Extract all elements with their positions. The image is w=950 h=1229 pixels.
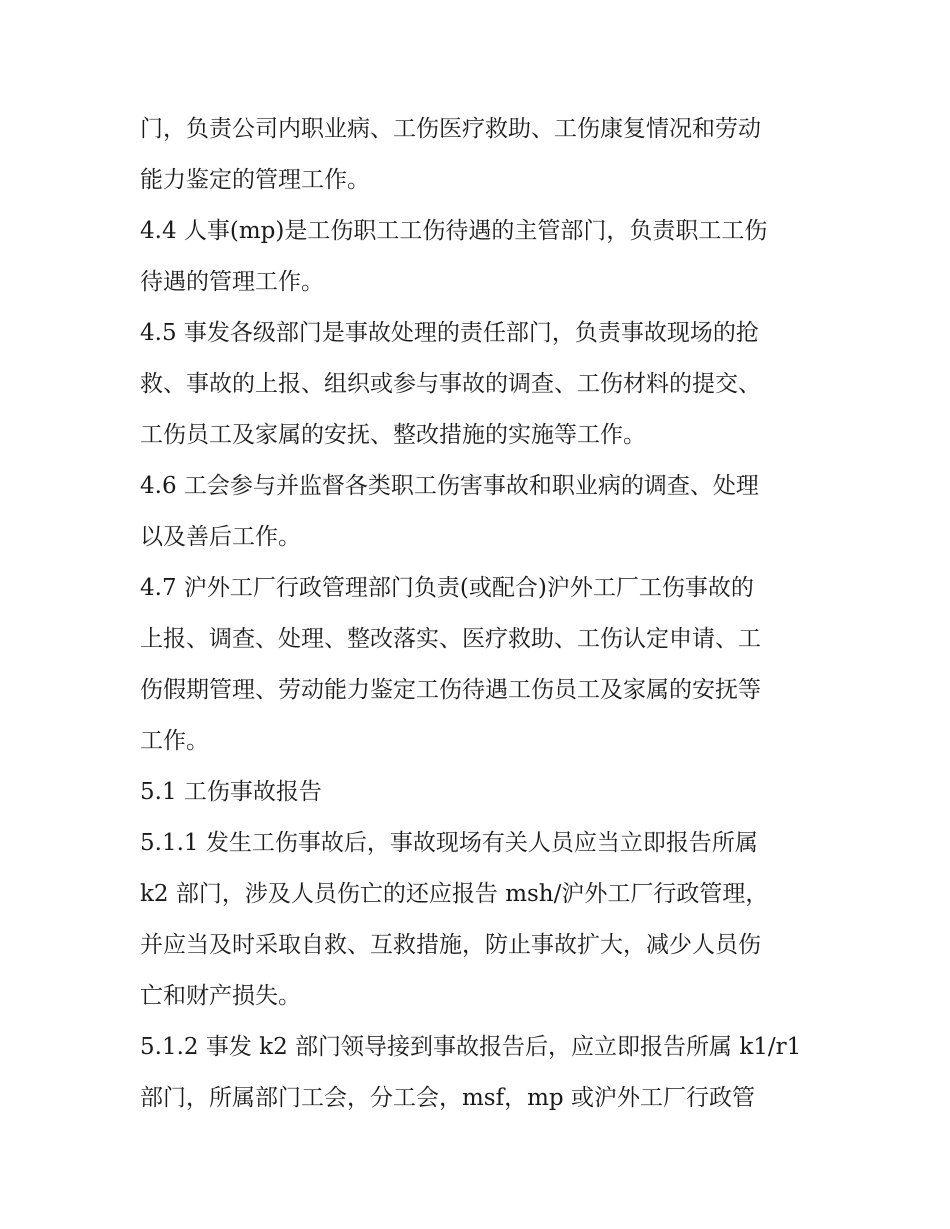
text-line: 4.6 工会参与并监督各类职工伤害事故和职业病的调查、处理 bbox=[140, 473, 759, 499]
text-line: 4.7 沪外工厂行政管理部门负责(或配合)沪外工厂工伤事故的 bbox=[140, 575, 754, 601]
text-line: 能力鉴定的管理工作。 bbox=[140, 167, 370, 193]
text-line: 工作。 bbox=[140, 728, 209, 754]
text-line: 上报、调查、处理、整改落实、医疗救助、工伤认定申请、工 bbox=[140, 626, 761, 652]
text-line: 5.1.2 事发 k2 部门领导接到事故报告后，应立即报告所属 k1/r1 bbox=[140, 1034, 802, 1060]
text-line: 待遇的管理工作。 bbox=[140, 269, 324, 295]
text-line: 4.4 人事(mp)是工伤职工工伤待遇的主管部门，负责职工工伤 bbox=[140, 218, 768, 244]
text-line: 部门，所属部门工会，分工会，msf，mp 或沪外工厂行政管 bbox=[140, 1085, 755, 1111]
text-line: 亡和财产损失。 bbox=[140, 983, 301, 1009]
document-body bbox=[140, 104, 820, 1124]
text-line: 4.5 事发各级部门是事故处理的责任部门，负责事故现场的抢 bbox=[140, 320, 759, 346]
text-line: k2 部门，涉及人员伤亡的还应报告 msh/沪外工厂行政管理， bbox=[140, 881, 769, 907]
text-line: 5.1.1 发生工伤事故后，事故现场有关人员应当立即报告所属 bbox=[140, 830, 758, 856]
text-line: 工伤员工及家属的安抚、整改措施的实施等工作。 bbox=[140, 422, 646, 448]
text-line: 伤假期管理、劳动能力鉴定工伤待遇工伤员工及家属的安抚等 bbox=[140, 677, 761, 703]
text-line: 5.1 工伤事故报告 bbox=[140, 779, 322, 805]
text-line: 以及善后工作。 bbox=[140, 524, 301, 550]
text-line: 并应当及时采取自救、互救措施，防止事故扩大，减少人员伤 bbox=[140, 932, 761, 958]
text-line: 门，负责公司内职业病、工伤医疗救助、工伤康复情况和劳动 bbox=[140, 116, 761, 142]
text-line: 救、事故的上报、组织或参与事故的调查、工伤材料的提交、 bbox=[140, 371, 761, 397]
